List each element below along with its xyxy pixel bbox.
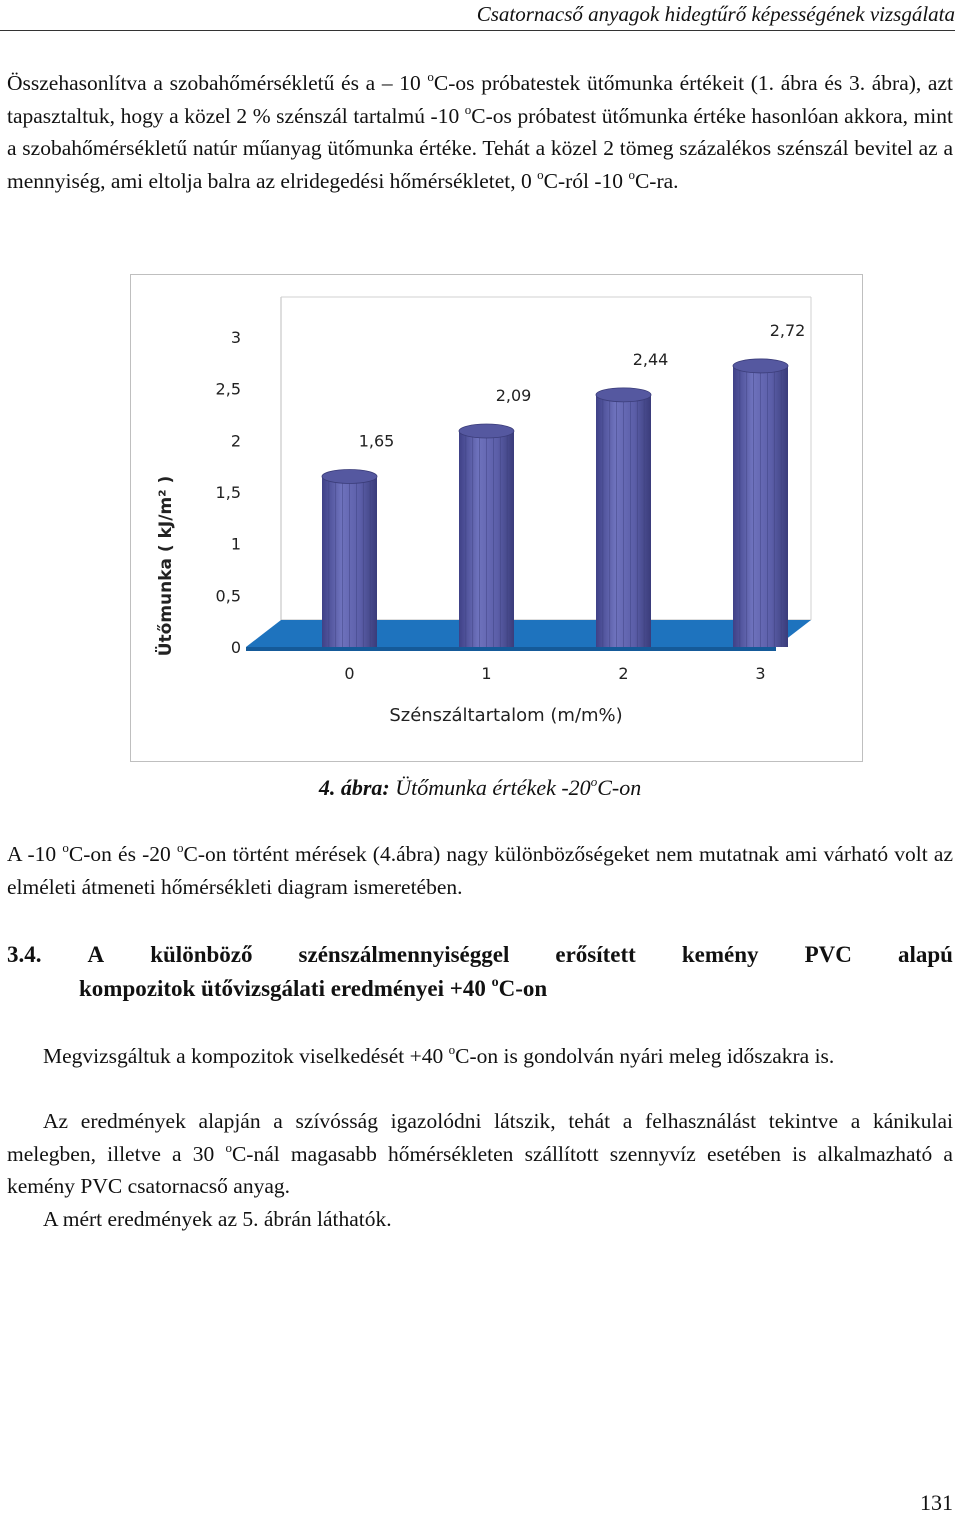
section-word: szénszálmennyiséggel [298, 942, 510, 967]
bar [459, 424, 514, 647]
section-word: kemény [681, 942, 759, 967]
bar [596, 388, 651, 647]
bar [733, 359, 788, 647]
paragraph-comparison: Összehasonlítva a szobahőmérsékletű és a – 10 $^o$C-os próbatestek ütőmunka értékeit (1. ábra és 3. ábra), azt tapasztaltuk, hogy a közel 2 % szénszál tartalmú -10 $^o$C-os próbatest ütőmunka értéke hasonlóan akkora, mint a szobahőmérsékletű natúr műanyag ütőmunka értéke. Tehát a közel 2 tömeg százalékos szénszál bevitel az a mennyiség, ami eltolja balra az elridegedési hőmérsékletet, 0 $^o$C-ról -10 $^o$C-ra. [7, 69, 953, 193]
y-tick-label: 1 [230, 534, 241, 554]
section-word: különböző [150, 942, 253, 967]
chart-frame [130, 274, 863, 762]
bar-cap [733, 359, 788, 373]
data-label: 2,72 [769, 320, 806, 340]
y-tick-label: 0 [230, 638, 241, 657]
data-label: 2,09 [495, 386, 532, 406]
y-tick-label: 1,5 [215, 483, 241, 502]
bar-cap [459, 424, 514, 438]
y-axis-title: Ütőmunka ( kJ/m² ) [156, 475, 176, 657]
data-label: 2,44 [632, 349, 669, 369]
y-tick-label: 2,5 [215, 379, 241, 399]
caption-label: 4. ábra: [318, 775, 390, 800]
y-tick-label: 3 [230, 328, 241, 347]
x-tick-label: 3 [755, 664, 766, 683]
section-heading-line2: kompozitok ütővizsgálati eredményei +40 $^o$C-on [79, 975, 548, 1001]
bar [322, 470, 377, 648]
section-word: PVC [804, 942, 852, 967]
running-title: Csatornacső anyagok hidegtűrő képességének vizsgálata [476, 2, 955, 26]
section-heading-line1 [7, 938, 953, 972]
x-tick-label: 1 [481, 664, 492, 683]
bars-layer [322, 359, 788, 647]
y-tick-label: 2 [230, 431, 241, 451]
section-word: erősített [555, 942, 636, 967]
bar-cap [322, 470, 377, 484]
x-axis-title: Szénszáltartalom (m/m%) [389, 705, 623, 726]
x-tick-label: 2 [618, 664, 629, 683]
paragraph-measurements: A -10 $^o$C-on és -20 $^o$C-on történt mérések (4.ábra) nagy különbözőségeket nem mutatnak ami várható volt az elméleti átmeneti hőmérsékleti diagram ismeretében. [7, 840, 953, 899]
bar-chart [131, 275, 862, 761]
y-tick-label: 0,5 [215, 586, 241, 606]
running-header [0, 0, 955, 31]
section-heading [7, 938, 953, 1006]
section-word: A [87, 942, 105, 967]
bar-cap [596, 388, 651, 402]
data-label: 1,65 [358, 431, 395, 451]
paragraph-figure-ref: A mért eredmények az 5. ábrán láthatók. [43, 1207, 392, 1231]
figure-caption: 4. ábra: Ütőmunka értékek -20$^o$C-on [318, 774, 642, 800]
section-word: alapú [897, 942, 953, 967]
section-number: 3.4. [7, 942, 42, 967]
paragraph-tests-40c: Megvizsgáltuk a kompozitok viselkedését +40 $^o$C-on is gondolván nyári meleg időszakra is. [43, 1042, 835, 1068]
chart-floor-edge [246, 647, 776, 651]
paragraph-results: Az eredmények alapján a szívósság igazolódni látszik, tehát a felhasználást tekintve a kánikulai melegben, illetve a 30 $^o$C-nál magasabb hőmérsékleten szállított szennyvíz esetében is alkalmazható a kemény PVC csatornacső anyag. [7, 1109, 953, 1198]
page-number: 131 [920, 1490, 953, 1515]
x-tick-label: 0 [344, 664, 355, 683]
